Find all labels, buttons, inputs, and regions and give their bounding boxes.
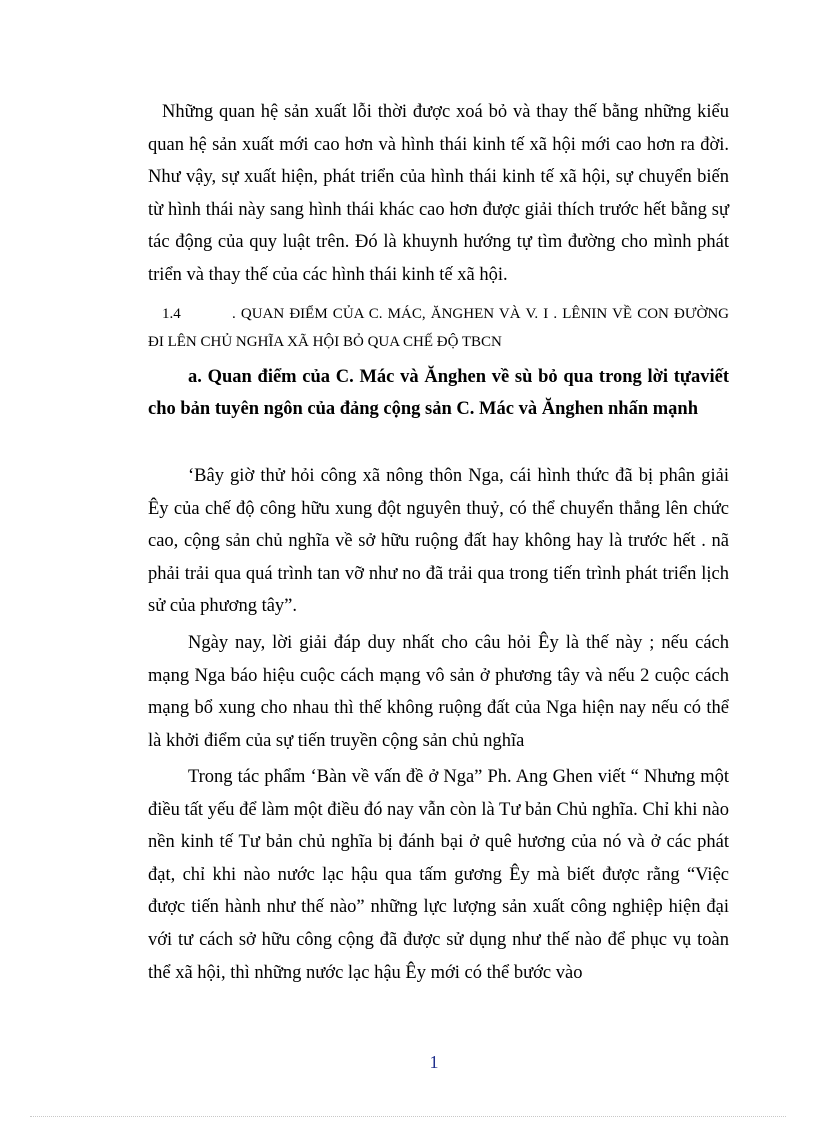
subheading-a-text: a. Quan điểm của C. Mác và Ănghen về sù bỏ qua trong lời tựaviết cho bản tuyên ngôn của đảng cộng sản C. Mác và Ănghen nhấn mạnh: [148, 367, 729, 419]
paragraph-2: ‘Bây giờ thử hỏi công xã nông thôn Nga, cái hình thức đã bị phân giải Êy của chế độ công hữu xung đột nguyên thuỷ, có thể chuyển thẳng lên chức cao, cộng sản chủ nghĩa về sở hữu ruộng đất hay không hay là trước hết . nã phải trải qua quá trình tan vỡ như no đã trải qua trong tiến trình phát triển lịch sử của phương tây”.: [148, 466, 729, 617]
subheading-a: [148, 361, 729, 425]
paragraph-4: Trong tác phẩm ‘Bàn về vấn đề ở Nga” Ph. Ang Ghen viết “ Nhưng một điều tất yếu để làm một điều đó nay vẫn còn là Tư bản Chủ nghĩa. Chỉ khi nào nền kinh tế Tư bản chủ nghĩa bị đánh bại ở quê hương của nó và ở các phát đạt, chỉ khi nào nước lạc hậu qua tấm gương Êy mà biết được rằng “Việc được tiến hành như thế nào” những lực lượng sản xuất công nghiệp hiện đại với tư cách sở hữu công cộng đã được sử dụng như thế nào để phục vụ toàn thể xã hội, thì những nước lạc hậu Êy mới có thể bước vào: [148, 767, 729, 983]
bottom-divider: [30, 1116, 786, 1117]
paragraph-3: Ngày nay, lời giải đáp duy nhất cho câu hỏi Êy là thế này ; nếu cách mạng Nga báo hiệu cuộc cách mạng vô sản ở phương tây và nếu 2 cuộc cách mạng bổ xung cho nhau thì thế không ruộng đất của Nga hiện nay nếu có thể là khởi điểm của sự tiến truyền cộng sản chủ nghĩa: [148, 633, 729, 751]
section-number: 1.4: [162, 306, 181, 322]
section-title: . QUAN ĐIỂM CỦA C. MÁC, ĂNGHEN VÀ V. I . LÊNIN VỀ CON ĐƯỜNG ĐI LÊN CHỦ NGHĨA XÃ HỘI BỎ QUA CHẾ ĐỘ TBCN: [148, 306, 729, 350]
page-number: 1: [429, 1052, 439, 1072]
paragraph-1: Những quan hệ sản xuất lỗi thời được xoá bỏ và thay thế bằng những kiểu quan hệ sản xuất mới cao hơn và hình thái kinh tế xã hội mới cao hơn ra đời. Như vậy, sự xuất hiện, phát triển của hình thái kinh tế xã hội, sự chuyển biến từ hình thái này sang hình thái khác cao hơn được giải thích trước hết bằng sự tác động của quy luật trên. Đó là khuynh hướng tự tìm đường cho mình phát triển và thay thế của các hình thái kinh tế xã hội.: [148, 102, 729, 285]
section-heading-1-4: [148, 300, 729, 356]
